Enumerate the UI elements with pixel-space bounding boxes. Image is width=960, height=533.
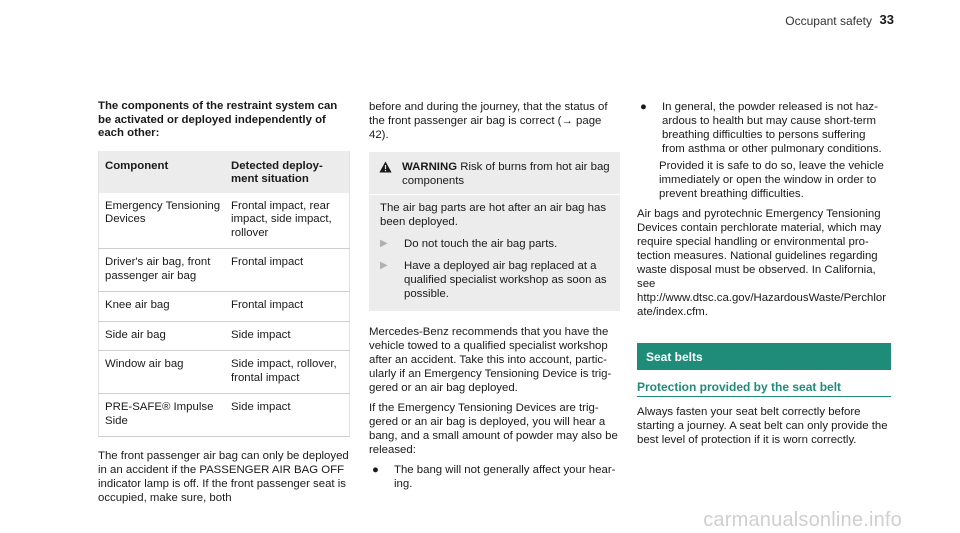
table-row	[99, 193, 350, 249]
warning-action-text: Have a deployed air bag replaced at a qualified specialist workshop as soon as possible.	[404, 260, 607, 300]
bullet-text: The bang will not generally affect your hearing.	[394, 464, 616, 490]
list-item	[369, 463, 620, 491]
passenger-airbag-note: The front passenger air bag can only be deployed in an accident if the PASSENGER AIR BAG OFF indicator lamp is off. If the front passenger seat is occupied, make sure, both	[98, 450, 349, 504]
table-cell: Window air bag	[99, 351, 228, 394]
subsection-title: Protection provided by the seat belt	[637, 370, 891, 397]
table-row	[99, 249, 350, 292]
warning-label: WARNING	[402, 161, 458, 173]
table-header-row	[99, 151, 350, 193]
warning-body	[369, 195, 620, 301]
warning-title: Risk of burns from hot air bag components	[402, 161, 610, 187]
section-title-bar: Seat belts	[637, 343, 891, 370]
warning-action-text: Do not touch the air bag parts.	[404, 238, 558, 250]
restraint-intro: The components of the restraint system can be activated or deployed independently of each other:	[98, 100, 338, 139]
table-cell: Side impact, rollover, frontal impact	[227, 351, 350, 394]
bullet-subtext: Provided it is safe to do so, leave the vehicle immediately or open the window in order to prevent breathing difficulties.	[659, 160, 884, 200]
watermark: carmanualsonline.info	[703, 509, 902, 531]
warning-heading-text	[402, 160, 610, 188]
bullet-text: In general, the powder released is not hazardous to health but may cause short-term breathing difficulties to persons suffering from asthma or other pulmonary conditions.	[662, 101, 882, 155]
list-item	[637, 100, 891, 156]
table-row	[99, 394, 350, 437]
table-row	[99, 351, 350, 394]
bullet-dot: ●	[640, 101, 647, 113]
components-table	[98, 151, 350, 438]
warning-action	[380, 237, 612, 251]
table-cell: Knee air bag	[99, 292, 228, 322]
table-cell: Side impact	[227, 394, 350, 437]
header-section-title: Occupant safety	[785, 14, 872, 28]
towing-recommendation: Mercedes-Benz recommends that you have the vehicle towed to a qualified specialist workshop after an accident. Take this into account, particularly if an Emergency Tensioning Device is triggered or an air bag deployed.	[369, 326, 612, 394]
perchlorate-text: Air bags and pyrotechnic Emergency Tensioning Devices contain perchlorate material, which may require special handling or environmental protection measures. National guidelines regarding waste disposal must be observed. In California, see http://www.dtsc.ca.gov/HazardousWaste/Perchlorate/index.cfm.	[637, 208, 887, 318]
continuation-text: before and during the journey, that the status of the front passenger air bag is correct (→ page 42).	[369, 101, 608, 141]
column-1	[98, 100, 350, 511]
warning-header	[369, 152, 620, 195]
table-row	[99, 321, 350, 351]
table-header-component: Component	[99, 151, 228, 193]
table-header-situation: Detected deployment situation	[227, 151, 350, 193]
warning-action	[380, 259, 612, 301]
table-cell: Frontal impact	[227, 249, 350, 292]
warning-box	[369, 152, 620, 311]
table-cell: Frontal impact, rear impact, side impact, rollover	[227, 193, 350, 249]
page-number: 33	[879, 12, 894, 27]
deployment-bang-text: If the Emergency Tensioning Devices are triggered or an air bag is deployed, you will hear a bang, and a small amount of powder may also be released:	[369, 402, 618, 456]
table-row	[99, 292, 350, 322]
play-arrow-icon: ▶	[380, 238, 388, 249]
seat-belt-text: Always fasten your seat belt correctly before starting a journey. A seat belt can only provide the best level of protection if it is worn correctly.	[637, 406, 888, 446]
table-cell: PRE-SAFE® Impulse Side	[99, 394, 228, 437]
table-cell: Emergency Tensioning Devices	[99, 193, 228, 249]
bullet-dot: ●	[372, 464, 379, 476]
warning-triangle-icon	[379, 161, 392, 173]
column-2	[369, 100, 620, 491]
warning-body-text: The air bag parts are hot after an air bag has been deployed.	[380, 202, 607, 228]
table-cell: Frontal impact	[227, 292, 350, 322]
table-cell: Driver's air bag, front passenger air bag	[99, 249, 228, 292]
table-cell: Side air bag	[99, 321, 228, 351]
play-arrow-icon: ▶	[380, 260, 388, 271]
column-3	[637, 100, 891, 453]
table-cell: Side impact	[227, 321, 350, 351]
